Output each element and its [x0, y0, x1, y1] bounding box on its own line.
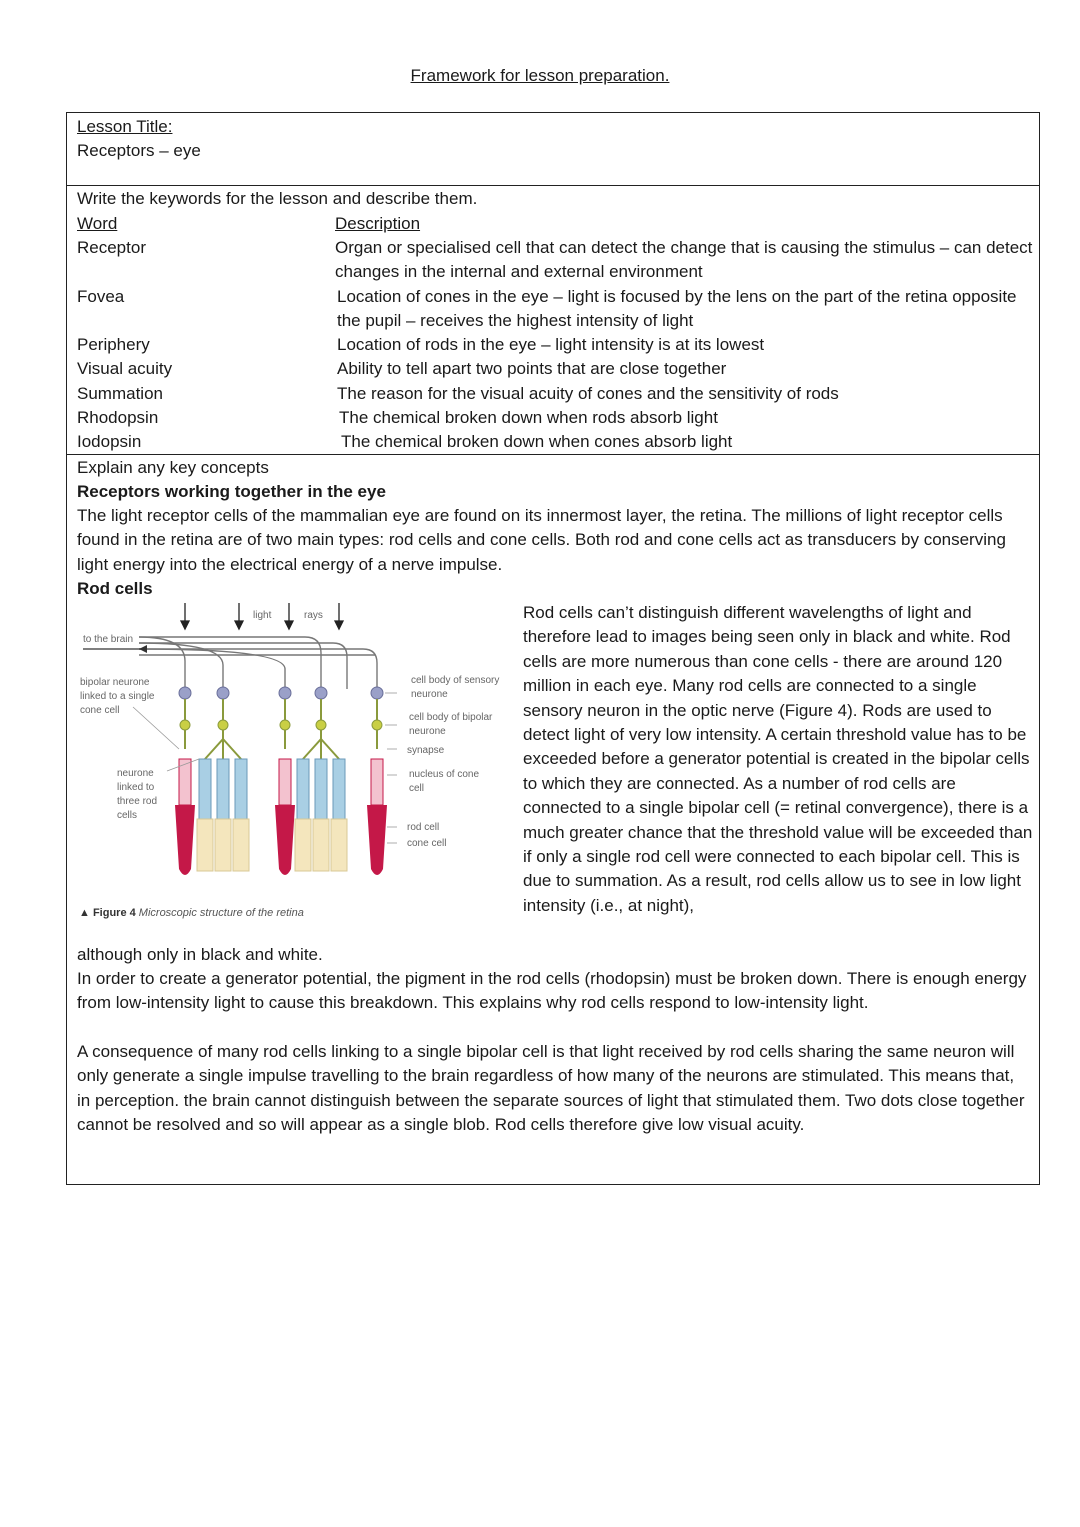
keyword-description: The chemical broken down when rods absorb light: [339, 408, 718, 427]
figure-caption: [79, 907, 304, 919]
figure-caption-number: ▲ Figure 4: [79, 907, 136, 919]
section-divider: [67, 454, 1039, 455]
label-neurone-three-rods: neurone linked to three rod cells: [117, 768, 158, 821]
visual-acuity-paragraph: A consequence of many rod cells linking to a single bipolar cell is that light received by rod cells sharing the same neuron will only generate a single impulse travelling to the brain regardless of how many of the neurons are stimulated. This means that, in perception. the brain cannot distinguish between the separate sources of light that stimulated them. Two dots close together cannot be resolved and so will appear as a single blob. Rod cells therefore give low visual acuity.: [77, 1042, 1025, 1135]
concepts-heading: Explain any key concepts: [77, 458, 269, 477]
keyword-description: Location of cones in the eye – light is focused by the lens on the part of the retina opposite the pupil – receives the highest intensity of light: [337, 287, 1017, 330]
label-light: light: [253, 610, 272, 621]
keywords-description-header: Description: [335, 214, 421, 233]
rod-cells: [197, 759, 347, 871]
keyword-description: Location of rods in the eye – light intensity is at its lowest: [337, 335, 765, 354]
keyword-word: Visual acuity: [77, 359, 173, 378]
label-cell-body-sensory: cell body of sensory neurone: [411, 675, 500, 700]
keyword-description: The reason for the visual acuity of cones and the sensitivity of rods: [337, 384, 839, 403]
keyword-description: Ability to tell apart two points that are close together: [337, 359, 727, 378]
label-bipolar-single-cone: bipolar neurone linked to a single cone cell: [80, 677, 155, 716]
section-divider: [67, 185, 1039, 186]
keyword-word: Rhodopsin: [77, 408, 159, 427]
keyword-description: The chemical broken down when cones absorb light: [341, 432, 733, 451]
keywords-word-header: Word: [77, 214, 118, 233]
concepts-subheading: Receptors working together in the eye: [77, 482, 386, 501]
keyword-word: Fovea: [77, 287, 125, 306]
figure-caption-text: Microscopic structure of the retina: [138, 907, 304, 919]
rod-cells-side-paragraph: Rod cells can’t distinguish different wavelengths of light and therefore lead to images being seen only in black and white. Rod cells are more numerous than cone cells - there are around 120 million in each eye. Many rod cells are connected to a single sensory neuron in the optic nerve (Figure 4). Rods are used to detect light of very low intensity. A certain threshold value has to be exceeded before a generator potential is created in the bipolar cells to which they are connected. As a number of rod cells are connected to a single bipolar cell (= retinal convergence), there is a much greater chance that the threshold value will be exceeded than if only a single rod cell were connected to each bipolar cell. This is due to summation. As a result, rod cells allow us to see in low light intensity (i.e., at night),: [523, 603, 1033, 915]
rod-cells-continuation: although only in black and white.: [77, 945, 323, 964]
keyword-word: Receptor: [77, 238, 146, 257]
label-to-brain: to the brain: [83, 634, 134, 645]
lesson-framework-table: [66, 112, 1040, 1185]
rhodopsin-paragraph: In order to create a generator potential, the pigment in the rod cells (rhodopsin) must be broken down. There is enough energy from low-intensity light to cause this breakdown. This explains why rod cells respond to low-intensity light.: [77, 969, 1027, 1013]
label-rays: rays: [304, 610, 323, 621]
page-header: Framework for lesson preparation.: [410, 66, 670, 85]
keyword-word: Summation: [77, 384, 163, 403]
concepts-intro-paragraph: The light receptor cells of the mammalian eye are found on its innermost layer, the retina. The millions of light receptor cells found in the retina are of two main types: rod cells and cone cells. Both rod and cone cells act as transducers by conserving light energy into the electrical energy of a nerve impulse.: [77, 506, 1006, 574]
retina-figure: [75, 599, 509, 929]
label-rod-cell: rod cell: [407, 822, 440, 833]
rod-cells-heading: Rod cells: [77, 579, 153, 598]
lesson-title-label: Lesson Title:: [77, 117, 173, 136]
label-cone-cell: cone cell: [407, 838, 447, 849]
label-nucleus-cone: nucleus of cone cell: [409, 769, 480, 794]
keywords-instruction: Write the keywords for the lesson and describe them.: [77, 189, 478, 208]
label-synapse: synapse: [407, 745, 445, 756]
label-cell-body-bipolar: cell body of bipolar neurone: [409, 712, 493, 737]
keyword-word: Periphery: [77, 335, 150, 354]
lesson-title-value: Receptors – eye: [77, 141, 201, 160]
keyword-word: Iodopsin: [77, 432, 142, 451]
keyword-description: Organ or specialised cell that can detect the change that is causing the stimulus – can detect changes in the internal and external environment: [335, 238, 1033, 281]
